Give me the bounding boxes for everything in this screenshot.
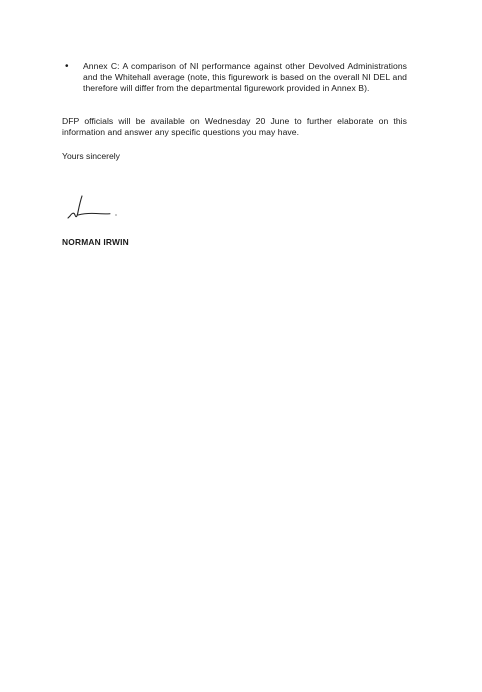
closing-salutation: Yours sincerely [62, 151, 120, 161]
handwritten-signature [60, 192, 130, 222]
annex-c-text: Annex C: A comparison of NI performance against other Devolved Administrations and the Whitehall average (note, this figurework is based on the overall NI DEL and therefore will differ from the departmental figurework provided in Annex B). [83, 61, 407, 94]
annex-c-bullet [62, 61, 407, 95]
officials-availability-paragraph: DFP officials will be available on Wednesday 20 June to further elaborate on this information and answer any specific questions you may have. [62, 116, 407, 138]
bullet-marker: • [65, 61, 69, 72]
signatory-name: NORMAN IRWIN [62, 237, 129, 247]
